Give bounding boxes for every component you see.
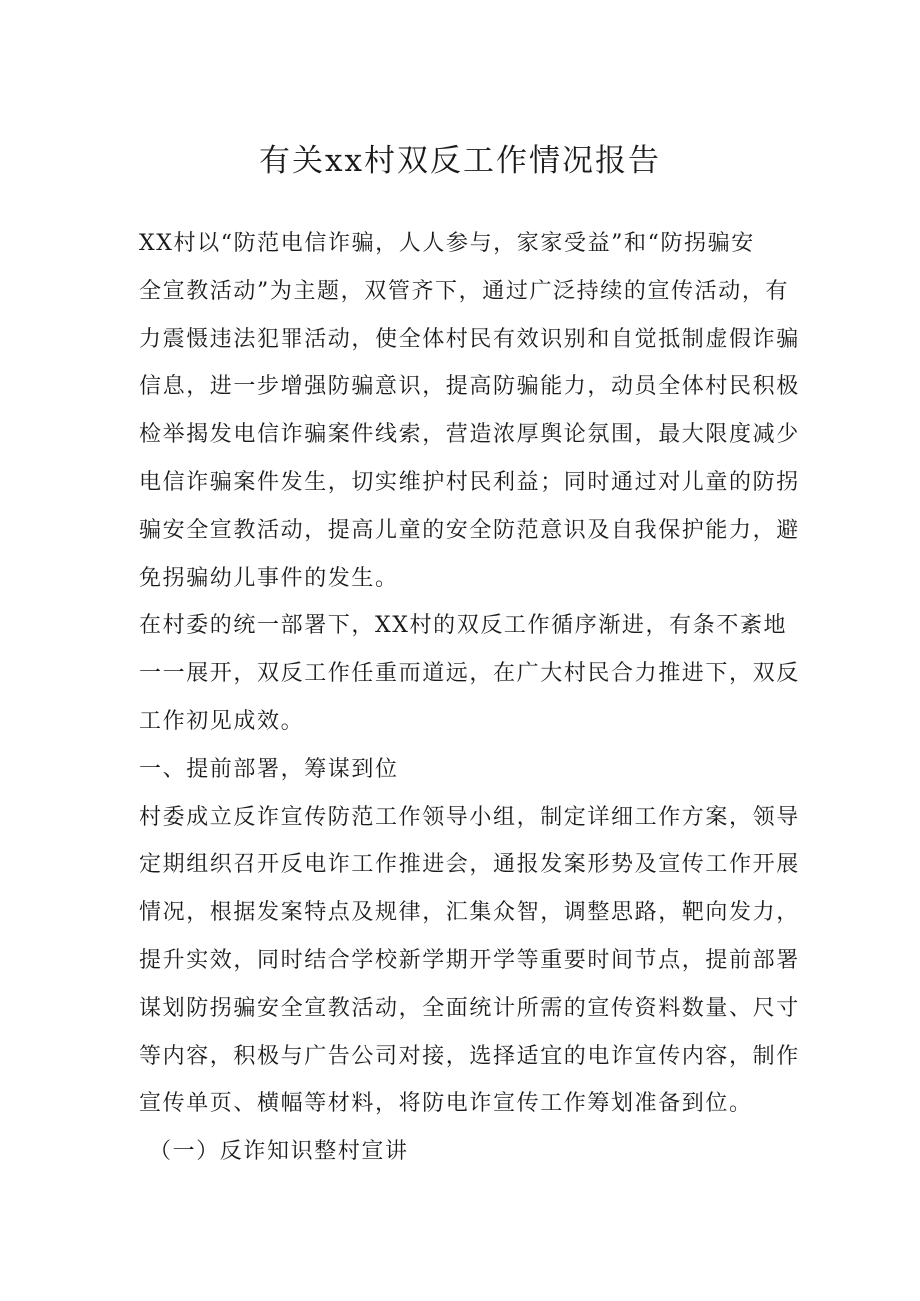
paragraph-line: 工作初见成效。: [139, 708, 305, 734]
paragraph-line: 提升实效，同时结合学校新学期开学等重要时间节点，提前部署: [139, 947, 800, 973]
paragraph-line: 等内容，积极与广告公司对接，选择适宜的电诈宣传内容，制作: [139, 1043, 800, 1069]
paragraph-line: 定期组织召开反电诈工作推进会，通报发案形势及宣传工作开展: [139, 852, 800, 878]
subsection-heading: （一）反诈知识整村宣讲: [149, 1139, 409, 1165]
paragraph-line: 一一展开，双反工作任重而道远，在广大村民合力推进下，双反: [139, 661, 800, 687]
paragraph-line: 免拐骗幼儿事件的发生。: [139, 565, 399, 591]
paragraph-line: 情况，根据发案特点及规律，汇集众智，调整思路，靶向发力，: [139, 900, 800, 926]
paragraph-line: 在村委的统一部署下，XX村的双反工作循序渐进，有条不紊地: [139, 613, 788, 639]
paragraph-line: 谋划防拐骗安全宣教活动，全面统计所需的宣传资料数量、尺寸: [139, 995, 800, 1021]
paragraph-line: 力震慑违法犯罪活动，使全体村民有效识别和自觉抵制虚假诈骗: [139, 326, 800, 352]
paragraph-line: 全宣教活动”为主题，双管齐下，通过广泛持续的宣传活动，有: [139, 278, 790, 304]
document-body: [139, 220, 799, 1176]
paragraph-line: 电信诈骗案件发生，切实维护村民利益；同时通过对儿童的防拐: [139, 469, 800, 495]
paragraph-line: 检举揭发电信诈骗案件线索，营造浓厚舆论氛围，最大限度减少: [139, 422, 800, 448]
paragraph-line: 信息，进一步增强防骗意识，提高防骗能力，动员全体村民积极: [139, 374, 800, 400]
document-title: 有关xx村双反工作情况报告: [259, 143, 661, 179]
paragraph-line: 宣传单页、横幅等材料，将防电诈宣传工作筹划准备到位。: [139, 1091, 753, 1117]
section-heading: 一、提前部署，筹谋到位: [139, 756, 399, 782]
paragraph-line: XX村以“防范电信诈骗，人人参与，家家受益”和“防拐骗安: [139, 231, 755, 256]
paragraph-line: 骗安全宣教活动，提高儿童的安全防范意识及自我保护能力，避: [139, 517, 800, 543]
paragraph-line: 村委成立反诈宣传防范工作领导小组，制定详细工作方案，领导: [139, 804, 800, 830]
